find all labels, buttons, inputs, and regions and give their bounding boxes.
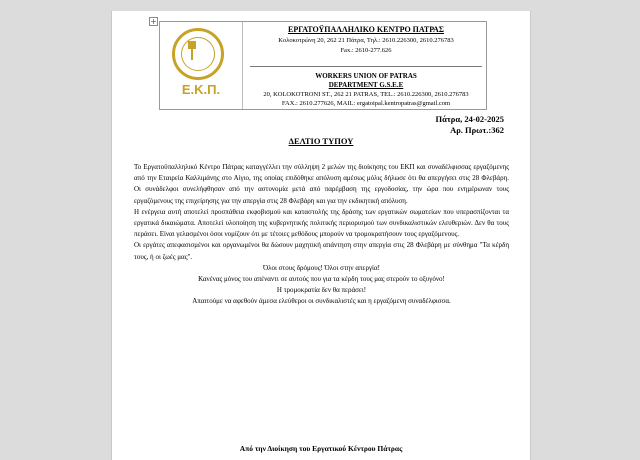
paragraph-3: Οι εργάτες απεφασισμένοι και οργανωμένοι θα δώσουν μαχητική απάντηση στην απεργία στις 28 Φλεβάρη με σύνθημα "Τα κέρδη τους, ή οι ζωές μας". (134, 241, 509, 261)
header-title-gr: ΕΡΓΑΤΟΫΠΑΛΛΗΛΙΚΟ ΚΕΝΤΡΟ ΠΑΤΡΑΣ (288, 25, 444, 34)
paragraph-1: Το Εργατοϋπαλληλικό Κέντρο Πάτρας καταγγέλλει την σύλληψη 2 μελών της διοίκησης του ΕΚΠ και συναδέλφισσας εργαζόμενης από την Εταιρεία Καλλιμάνης στο Αίγιο, της οποίας επιδόθηκε απόλυση αμέσως μόλις δήλωσε ότι θα απεργήσει στις 28 Φλεβάρη. Οι συνάδελφοι συνελήφθησαν από την αστυνομία μετά από παρέμβαση της εργοδοσίας, την ώρα που ενημέρωναν τους εργαζόμενους της επιχείρησης για την απεργία στις 28 Φλεβάρη και για την εκδικητική απόλυση. (134, 163, 509, 205)
slogan-1: Όλοι στους δρόμους! Όλοι στην απεργία! (263, 263, 380, 272)
logo-text: Ε.Κ.Π. (181, 82, 221, 97)
header-title-en: WORKERS UNION OF PATRAS (315, 72, 417, 80)
header-address-en: 20, KOLOKOTRONI ST., 262 21 PATRAS, TEL.: 2610.226300, 2610.276783 (263, 91, 469, 98)
signature-line: Από την Διοίκηση του Εργατικού Κέντρου Πάτρας (239, 444, 403, 453)
demand-line: Απαιτούμε να αφεθούν άμεσα ελεύθεροι οι συνδικαλιστές και η εργαζόμενη συναδέλφισσα. (192, 297, 451, 306)
paragraph-2: Η ενέργεια αυτή αποτελεί προσπάθεια εκφοβισμού και καταστολής της δράσης των εργατικών σωματείων που υπερασπίζονται τα εργατικά δικαιώματα. Αποτελεί υλοποίηση της κυβερνητικής πολιτικής περιορισμού των συνδικαλιστικών ελευθεριών. Δεν θα τους περάσει. Είναι γελασμένοι όσοι νομίζουν ότι με τέτοιες μεθόδους μπορούν να τρομοκρατήσουν τους εργαζόμενους. (134, 207, 509, 239)
date-block (436, 114, 504, 136)
slogan-2: Κανένας μόνος του απέναντι σε αυτούς που για τα κέρδη τους μας στερούν το οξυγόνο! (198, 275, 445, 284)
header-fax-gr: Fax.: 2610-277.626 (340, 47, 392, 54)
union-logo-icon (172, 28, 224, 80)
table-move-handle-icon[interactable]: + (150, 17, 157, 26)
date-line: Πάτρα, 24-02-2025 (435, 114, 504, 124)
header-address-gr: Κολοκοτρώνη 20, 262 21 Πάτρα, Τηλ.: 2610.226300, 2610.276783 (278, 37, 454, 44)
header-fax-en: FAX.: 2610.277626, MAIL: ergatoipal.kentropatras@gmail.com (281, 100, 451, 107)
header-divider (250, 66, 482, 67)
document-page (111, 11, 531, 460)
logo-cell (160, 22, 243, 109)
slogan-3: Η τρομοκρατία δεν θα περάσει! (276, 286, 367, 295)
press-release-title: ΔΕΛΤΙΟ ΤΥΠΟΥ (288, 136, 354, 146)
header-dept-en: DEPARTMENT G.S.E.E (328, 81, 404, 89)
letterhead-table (159, 21, 487, 110)
document-body[interactable] (134, 162, 509, 308)
protocol-number: Αρ. Πρωτ.:362 (450, 125, 504, 135)
